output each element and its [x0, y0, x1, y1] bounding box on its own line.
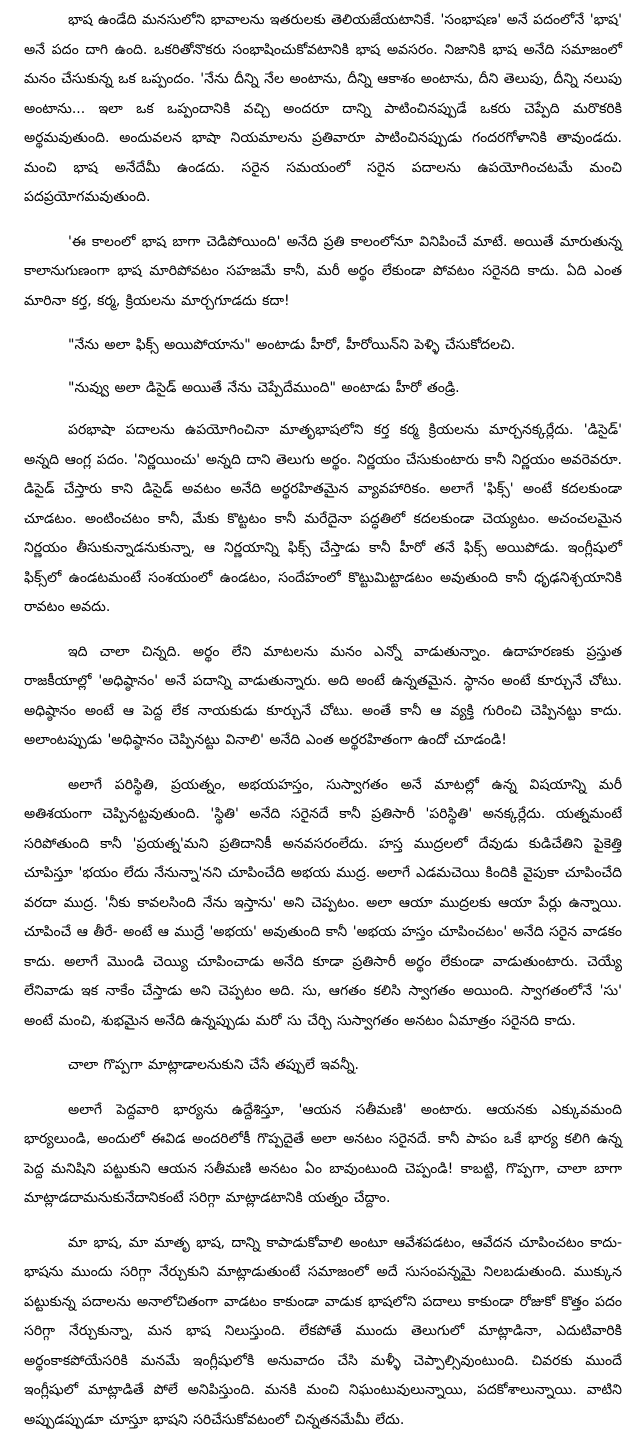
article-paragraph-8: చాలా గొప్పగా మాట్లాడాలనుకుని చేసే తప్పులే ఇవన్నీ. [68, 1057, 359, 1073]
quote-hero-line: "నేను అలా ఫిక్స్ అయిపోయాను" అంటాడు హీరో, హీరోయిన్‌ని పెళ్ళి చేసుకోదలచి. [68, 337, 516, 353]
article-paragraph-1: భాష ఉండేది మనసులోని భావాలను ఇతరులకు తెలియజేయటానికే. 'సంభాషణ' అనే పదంలోనే 'భాష' అనే పదం దాగి ఉంది. ఒకరితోనొకరు సంభాషించుకోవటానికి భాష అవసరం. నిజానికి భాష అనేది సమాజంలో మనం చేసుకున్న ఒక ఒప్పందం. 'నేను దీన్ని నేల అంటాను, దీన్ని ఆకాశం అంటాను, దీని తెలుపు, దీన్ని నలుపు అంటాను... ఇలా ఒక ఒప్పందానికి వచ్చి అందరూ దాన్ని పాటించినప్పుడే ఒకరు చెప్పేది మరొకరికి అర్థమవుతుంది. అందువలన భాషా నియమాలను ప్రతివారూ పాటించినప్పుడు గందరగోళానికి తావుండదు. మంచి భాష అనేదేమీ ఉండదు. సరైన సమయంలో సరైన పదాలను ఉపయోగించటమే మంచి పదప్రయోగమవుతుంది. [24, 12, 622, 205]
article-paragraph-10: మా భాష, మా మాతృ భాష, దాన్ని కాపాడుకోవాలి అంటూ ఆవేశపడటం, ఆవేదన చూపించటం కాదు- భాషను ముందు సరిగ్గా నేర్చుకుని మాట్లాడుతుంటే సమాజంలో అదే సుసంపన్నమై నిలబడుతుంది. ముక్కున పట్టుకున్న పదాలను అనాలోచితంగా వాడటం కాకుండా వాడుక భాషలోని పదాలు కాకుండా రోజుకో కొత్తం పదం సరిగ్గా నేర్చుకున్నా, మన భాష నిలుస్తుంది. లేకపోతే ముందు తెలుగులో మాట్లాడినా, ఎదుటివారికి అర్థంకాకపోయేసరికి మనమే ఇంగ్లీషులోకి అనువాదం చేసి మళ్ళీ చెప్పాల్సివుంటుంది. చివరకు ముందే ఇంగ్లీషులో మాట్లాడితే పోలే అనిపిస్తుంది. మనకి మంచి నిఘంటువులున్నాయి, పదకోశాలున్నాయి. వాటిని అప్పుడప్పుడూ చూస్తూ భాషని సరిచేసుకోవటంలో చిన్నతనమేమీ లేదు. [24, 1234, 622, 1428]
article-paragraph-7: అలాగే పరిస్థితి, ప్రయత్నం, అభయహస్తం, సుస్వాగతం అనే మాటల్లో ఉన్న విషయాన్ని మరీ అతిశయంగా చెప్పినట్టవుతుంది. 'స్థితి' అనేది సరైనదే కానీ ప్రతిసారీ 'పరిస్థితి' అనక్కర్లేదు. యత్నమంటే సరిపోతుంది కానీ 'ప్రయత్న'మని ప్రతిదానికీ అనవసరంలేదు. హస్త ముద్రలలో దేవుడు కుడిచేతిని పైకెత్తి చూపిస్తూ 'భయం లేదు నేనున్నా'నని చూపించేది అభయ ముద్ర. అలాగే ఎడమచెయి కిందికి వైపుకా చూపించేది వరదా ముద్ర. 'నీకు కావలసింది నేను ఇస్తాను' అని చెప్పటం. అలా ఆయా ముద్రలకు ఆయా పేర్లు ఉన్నాయి. చూపించే ఆ తీరే- అంటే ఆ ముద్రే 'అభయ' అవుతుంది కానీ 'అభయ హస్తం చూపించటం' అనేది సరైన వాడకం కాదు. అలాగే మొండి చెయ్యి చూపించాడు అనేది కూడా ప్రతిసారీ అర్థం లేకుండా వాడుతుంటారు. చెయ్యే లేనివాడు ఇక నాకేం చేస్తాడు అని చెప్పటం అది. సు, ఆగతం కలిసి స్వాగతం అయింది. స్వాగతంలోనే 'సు' అంటే మంచి, శుభమైన అనేది ఉన్నప్పుడు మరో సు చేర్చి సుస్వాగతం అనటం ఏమాత్రం సరైనది కాదు. [24, 776, 622, 1029]
quote-father-line: "నువ్వు అలా డిసైడ్ అయితే నేను చెప్పేదేముంది" అంటాడు హీరో తండ్రి. [68, 379, 460, 396]
article-paragraph-9: అలాగే పెద్దవారి భార్యను ఉద్దేశిస్తూ, 'ఆయన సతీమణి' అంటారు. ఆయనకు ఎక్కువమంది భార్యలుండి, అందులో ఈవిడ అందరిలోకీ గొప్పదైతే అలా అనటం సరైనదే. కానీ పాపం ఒకే భార్య కలిగి ఉన్న పెద్ద మనిషిని పట్టుకుని ఆయన సతీమణి అనటం ఏం బావుంటుంది చెప్పండి! కాబట్టి, గొప్పగా, చాలా బాగా మాట్లాడదామనుకునేదానికంటే సరిగ్గా మాట్లాడటానికి యత్నం చేద్దాం. [24, 1101, 622, 1206]
article-paragraph-6: ఇది చాలా చిన్నది. అర్థం లేని మాటలను మనం ఎన్నో వాడుతున్నాం. ఉదాహరణకు ప్రస్తుత రాజకీయాల్లో 'అధిష్ఠానం' అనే పదాన్ని వాడుతున్నారు. అది అంటే ఉన్నతమైన. స్థానం అంటే కూర్చునే చోటు. అధిష్ఠానం అంటే ఆ పెద్ద లేక నాయకుడు కూర్చునే చోటు. అంతే కానీ ఆ వ్యక్తి గురించి చెప్పినట్టు కాదు. అలాంటప్పుడు 'అధిష్ఠానం చెప్పినట్టు వినాలి' అనేది ఎంత అర్థరహితంగా ఉందో చూడండి! [24, 643, 622, 748]
article-paragraph-2: 'ఈ కాలంలో భాష బాగా చెడిపోయింది' అనేది ప్రతి కాలంలోనూ వినిపించే మాటే. అయితే మారుతున్న కాలానుగుణంగా భాష మారిపోవటం సహజమే కానీ, మరీ అర్థం లేకుండా పోవటం సరైనది కాదు. ఏది ఎంత మారినా కర్త, కర్మ, క్రియలను మార్చగూడదు కదా! [24, 233, 622, 309]
article-paragraph-5: పరభాషా పదాలను ఉపయోగించినా మాతృభాషలోని కర్త కర్మ క్రియలను మార్చనక్కర్లేదు. 'డిసైడ్' అన్నది ఆంగ్ల పదం. 'నిర్ణయించు' అన్నది దాని తెలుగు అర్థం. నిర్ణయం చేసుకుంటారు కానీ నిర్ణయం అవరెవరూ. డిసైడ్ చేస్తారు కాని డిసైడ్ అవటం అనేది అర్థరహితమైన వ్యావహారికం. అలాగే 'ఫిక్స్' అంటే కదలకుండా చూడటం. అంటించటం కానీ, మేకు కొట్టటం కానీ మరేదైనా పద్ధతిలో కదలకుండా చెయ్యటం. అచంచలమైన నిర్ణయం తీసుకున్నాడనుకున్నా, ఆ నిర్ణయాన్ని ఫిక్స్ చేస్తాడు కానీ హీరో తనే ఫిక్స్ అయిపోడు. ఇంగ్లీషులో ఫిక్స్‌లో ఉండటమంటే సంశయంలో ఉండటం, సందేహంలో కొట్టుమిట్టాడటం అవుతుంది కానీ ధృఢనిశ్చయానికి రావటం అవదు. [24, 422, 622, 615]
